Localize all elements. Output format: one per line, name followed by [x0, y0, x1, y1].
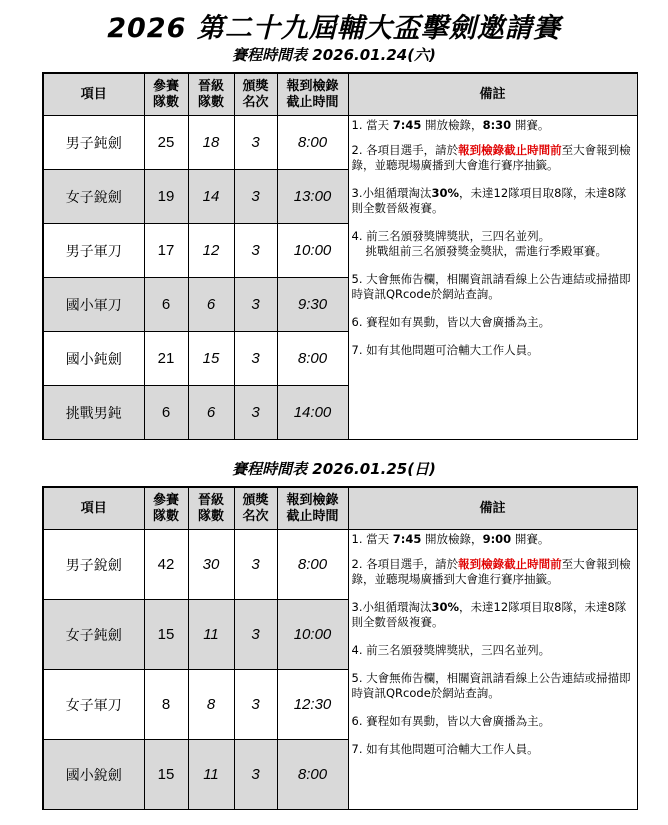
- header-promoted: 晉級 隊數: [188, 487, 234, 530]
- deadline-cell: 14:00: [277, 386, 348, 440]
- header-event: 項目: [43, 73, 144, 116]
- award-cell: 3: [234, 116, 277, 170]
- note-5: 5. 大會無佈告欄，相關資訊請看線上公告連結或掃描即時資訊QRcode於網站查詢。: [351, 272, 631, 301]
- promoted-cell: 14: [188, 170, 234, 224]
- deadline-cell: 13:00: [277, 170, 348, 224]
- teams-cell: 8: [144, 670, 188, 740]
- header-teams: 參賽 隊數: [144, 487, 188, 530]
- table-header-row: [43, 73, 637, 116]
- deadline-cell: 8:00: [277, 116, 348, 170]
- note-2: 2. 各項目選手，請於報到檢錄截止時間前至大會報到檢錄，並聽現場廣播到大會進行賽序抽籤。: [351, 557, 631, 586]
- note-4: 4. 前三名頒發獎牌獎狀，三四名並列。: [351, 643, 551, 657]
- award-cell: 3: [234, 530, 277, 600]
- event-cell: 男子銳劍: [43, 530, 144, 600]
- award-cell: 3: [234, 670, 277, 740]
- deadline-cell: 10:00: [277, 224, 348, 278]
- header-promoted: 晉級 隊數: [188, 73, 234, 116]
- promoted-cell: 11: [188, 740, 234, 810]
- note-1: 1. 當天 7:45 開放檢錄，8:30 開賽。: [351, 118, 550, 132]
- teams-cell: 15: [144, 740, 188, 810]
- event-cell: 挑戰男鈍: [43, 386, 144, 440]
- teams-cell: 42: [144, 530, 188, 600]
- note-6: 6. 賽程如有異動，皆以大會廣播為主。: [351, 714, 551, 728]
- table-row: [43, 116, 637, 170]
- note-3: 3.小組循環淘汰30%，未達12隊項目取8隊，未達8隊則全數晉級複賽。: [351, 186, 627, 215]
- notes-cell: [348, 116, 637, 440]
- promoted-cell: 18: [188, 116, 234, 170]
- notes-cell: [348, 530, 637, 810]
- deadline-cell: 8:00: [277, 332, 348, 386]
- award-cell: 3: [234, 278, 277, 332]
- promoted-cell: 6: [188, 278, 234, 332]
- teams-cell: 17: [144, 224, 188, 278]
- deadline-cell: 10:00: [277, 600, 348, 670]
- event-cell: 國小銳劍: [43, 740, 144, 810]
- deadline-cell: 8:00: [277, 530, 348, 600]
- table-header-row: [43, 487, 637, 530]
- note-3: 3.小組循環淘汰30%，未達12隊項目取8隊，未達8隊則全數晉級複賽。: [351, 600, 627, 629]
- award-cell: 3: [234, 386, 277, 440]
- note-6: 6. 賽程如有異動，皆以大會廣播為主。: [351, 315, 551, 329]
- header-event: 項目: [43, 487, 144, 530]
- note-4: 4. 前三名頒發獎牌獎狀，三四名並列。 挑戰組前三名頒發獎金獎狀，需進行季殿軍賽。: [351, 229, 607, 258]
- event-cell: 國小鈍劍: [43, 332, 144, 386]
- award-cell: 3: [234, 600, 277, 670]
- award-cell: 3: [234, 740, 277, 810]
- table-row: [43, 530, 637, 600]
- event-cell: 國小軍刀: [43, 278, 144, 332]
- page-title: 2026 第二十九屆輔大盃擊劍邀請賽: [107, 13, 561, 44]
- promoted-cell: 6: [188, 386, 234, 440]
- promoted-cell: 12: [188, 224, 234, 278]
- teams-cell: 19: [144, 170, 188, 224]
- award-cell: 3: [234, 332, 277, 386]
- promoted-cell: 8: [188, 670, 234, 740]
- deadline-cell: 9:30: [277, 278, 348, 332]
- note-2: 2. 各項目選手，請於報到檢錄截止時間前至大會報到檢錄，並聽現場廣播到大會進行賽序抽籤。: [351, 143, 631, 172]
- deadline-cell: 12:30: [277, 670, 348, 740]
- event-cell: 男子鈍劍: [43, 116, 144, 170]
- header-award: 頒獎 名次: [234, 73, 277, 116]
- header-notes: 備註: [348, 73, 637, 116]
- award-cell: 3: [234, 170, 277, 224]
- note-7: 7. 如有其他問題可洽輔大工作人員。: [351, 343, 539, 357]
- header-deadline: 報到檢錄 截止時間: [277, 487, 348, 530]
- day1-subtitle: 賽程時間表 2026.01.24(六): [232, 46, 436, 64]
- header-deadline: 報到檢錄 截止時間: [277, 73, 348, 116]
- award-cell: 3: [234, 224, 277, 278]
- event-cell: 女子銳劍: [43, 170, 144, 224]
- promoted-cell: 15: [188, 332, 234, 386]
- day2-schedule-table: [42, 486, 638, 810]
- note-7: 7. 如有其他問題可洽輔大工作人員。: [351, 742, 539, 756]
- event-cell: 女子鈍劍: [43, 600, 144, 670]
- event-cell: 男子軍刀: [43, 224, 144, 278]
- teams-cell: 6: [144, 278, 188, 332]
- header-teams: 參賽 隊數: [144, 73, 188, 116]
- teams-cell: 15: [144, 600, 188, 670]
- deadline-cell: 8:00: [277, 740, 348, 810]
- day2-subtitle: 賽程時間表 2026.01.25(日): [232, 460, 436, 478]
- header-award: 頒獎 名次: [234, 487, 277, 530]
- teams-cell: 21: [144, 332, 188, 386]
- header-notes: 備註: [348, 487, 637, 530]
- promoted-cell: 11: [188, 600, 234, 670]
- note-1: 1. 當天 7:45 開放檢錄，9:00 開賽。: [351, 532, 550, 546]
- event-cell: 女子軍刀: [43, 670, 144, 740]
- promoted-cell: 30: [188, 530, 234, 600]
- note-5: 5. 大會無佈告欄，相關資訊請看線上公告連結或掃描即時資訊QRcode於網站查詢。: [351, 671, 631, 700]
- teams-cell: 6: [144, 386, 188, 440]
- day1-schedule-table: [42, 72, 638, 440]
- teams-cell: 25: [144, 116, 188, 170]
